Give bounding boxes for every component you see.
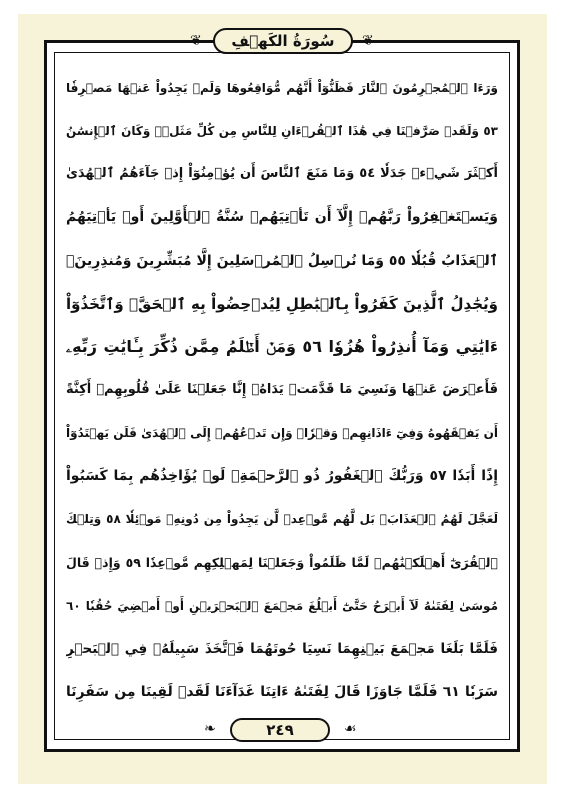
page-number-cartouche bbox=[230, 718, 330, 742]
verse-line: ٱلۡقُرَىٰٓ أَهۡلَكۡنَٰهُمۡ لَمَّا ظَلَمُواْ وَجَعَلۡنَا لِمَهۡلِكِهِم مَّوۡعِدٗا ٥٩ وَإِذۡ قَالَ bbox=[66, 554, 498, 570]
verse-line: إِذًا أَبَدٗا ٥٧ وَرَبُّكَ ٱلۡغَفُورُ ذُو ٱلرَّحۡمَةِۖ لَوۡ يُؤَاخِذُهُم بِمَا كَسَبُواْ bbox=[66, 468, 498, 485]
verse-line: فَلَمَّا بَلَغَا مَجۡمَعَ بَيۡنِهِمَا نَسِيَا حُوتَهُمَا فَٱتَّخَذَ سَبِيلَهُۥ فِي ٱلۡبَحۡرِ bbox=[66, 640, 498, 657]
surah-title-cartouche bbox=[213, 28, 353, 54]
verse-line: مُوسَىٰ لِفَتَىٰهُ لَآ أَبۡرَحُ حَتَّىٰٓ أَبۡلُغَ مَجۡمَعَ ٱلۡبَحۡرَيۡنِ أَوۡ أَمۡضِيَ حُقُبٗا ٦٠ bbox=[66, 598, 498, 613]
verse-line: وَيَسۡتَغۡفِرُواْ رَبَّهُمۡ إِلَّآ أَن تَأۡتِيَهُمۡ سُنَّةُ ٱلۡأَوَّلِينَ أَوۡ يَأۡتِيَهُمُ bbox=[66, 209, 498, 226]
verse-line: وَرَءَا ٱلۡمُجۡرِمُونَ ٱلنَّارَ فَظَنُّوٓاْ أَنَّهُم مُّوَاقِعُوهَا وَلَمۡ يَجِدُواْ عَنۡهَا مَصۡرِفٗا bbox=[66, 81, 498, 95]
verse-text-block bbox=[66, 70, 498, 710]
verse-line: لَعَجَّلَ لَهُمُ ٱلۡعَذَابَۚ بَل لَّهُم مَّوۡعِدٞ لَّن يَجِدُواْ مِن دُونِهِۦ مَوۡئِلٗا ٥٨ وَتِلۡكَ bbox=[66, 512, 498, 527]
verse-line: ٥٣ وَلَقَدۡ صَرَّفۡنَا فِي هَٰذَا ٱلۡقُرۡءَانِ لِلنَّاسِ مِن كُلِّ مَثَلٖۚ وَكَانَ ٱلۡإِنسَٰنُ bbox=[66, 124, 498, 139]
verse-line: ٱلۡعَذَابُ قُبُلٗا ٥٥ وَمَا نُرۡسِلُ ٱلۡمُرۡسَلِينَ إِلَّا مُبَشِّرِينَ وَمُنذِرِينَۚ bbox=[66, 252, 498, 269]
ornament-left-icon: ❦ bbox=[190, 33, 202, 49]
page-number: ٢٤٩ bbox=[266, 721, 294, 739]
verse-line: أَكۡثَرَ شَيۡءٖ جَدَلٗا ٥٤ وَمَا مَنَعَ ٱلنَّاسَ أَن يُؤۡمِنُوٓاْ إِذۡ جَآءَهُمُ ٱلۡهُدَىٰ bbox=[66, 166, 498, 182]
ornament-right-icon: ❦ bbox=[362, 33, 374, 49]
footer-ornament-left-icon: ❧ bbox=[204, 721, 216, 737]
verse-line: أَن يَفۡقَهُوهُ وَفِيٓ ءَاذَانِهِمۡ وَقۡرٗاۖ وَإِن تَدۡعُهُمۡ إِلَى ٱلۡهُدَىٰ فَلَن يَهۡتَدُوٓاْ bbox=[66, 426, 498, 441]
verse-line: سَرَبٗا ٦١ فَلَمَّا جَاوَزَا قَالَ لِفَتَىٰهُ ءَاتِنَا غَدَآءَنَا لَقَدۡ لَقِينَا مِن سَفَرِنَا bbox=[66, 683, 498, 700]
verse-line: وَيُجَٰدِلُ ٱلَّذِينَ كَفَرُواْ بِٱلۡبَٰطِلِ لِيُدۡحِضُواْ بِهِ ٱلۡحَقَّۖ وَٱتَّخَذُوٓاْ bbox=[66, 294, 498, 313]
footer-ornament-right-icon: ☙ bbox=[344, 721, 357, 737]
verse-line: فَأَعۡرَضَ عَنۡهَا وَنَسِيَ مَا قَدَّمَتۡ يَدَاهُۚ إِنَّا جَعَلۡنَا عَلَىٰ قُلُوبِهِمۡ أَكِنَّةً bbox=[66, 381, 498, 397]
surah-title: سُورَةُ الكَهۡفِ bbox=[231, 32, 335, 50]
verse-line: ءَايَٰتِي وَمَآ أُنذِرُواْ هُزُوٗا ٥٦ وَمَنۡ أَظۡلَمُ مِمَّن ذُكِّرَ بِـَٔايَٰتِ رَبِّهِۦ bbox=[66, 336, 498, 356]
